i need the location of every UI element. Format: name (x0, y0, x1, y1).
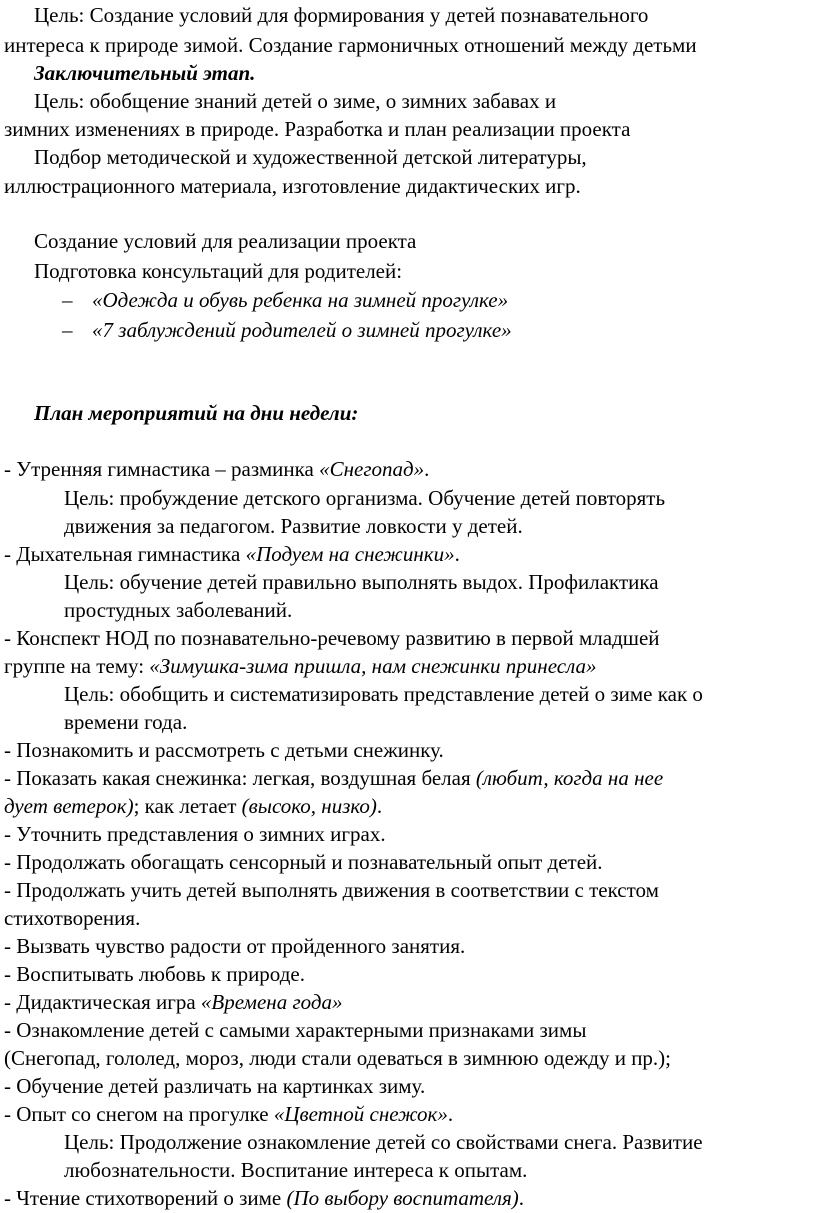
winter-signs-line2: (Снегопад, гололед, мороз, люди стали одеваться в зимнюю одежду и пр.); (4, 1046, 672, 1070)
sensory-item: - Продолжать обогащать сенсорный и познавательный опыт детей. (4, 850, 603, 874)
breathing-goal-line1: Цель: обучение детей правильно выполнять выдох. Профилактика (64, 570, 659, 594)
pictures-item: - Обучение детей различать на картинках зиму. (4, 1074, 426, 1098)
experiment-goal-line1: Цель: Продолжение ознакомление детей со свойствами снега. Развитие (64, 1130, 703, 1154)
plan-heading: План мероприятий на дни недели: (34, 401, 359, 425)
winter-games-item: - Уточнить представления о зимних играх. (4, 822, 386, 846)
experiment-goal-line2: любознательности. Воспитание интереса к опытам. (64, 1158, 528, 1182)
bullet-dash: – (62, 288, 73, 312)
conditions-heading: Создание условий для реализации проекта (34, 229, 417, 253)
morning-goal-line1: Цель: пробуждение детского организма. Обучение детей повторять (64, 486, 666, 510)
love-item: - Воспитывать любовь к природе. (4, 962, 305, 986)
goal1-line1: Цель: Создание условий для формирования у детей познавательного (34, 3, 649, 27)
final-stage-heading: Заключительный этап. (34, 61, 256, 85)
consultation-item: «Одежда и обувь ребенка на зимней прогулке» (92, 288, 509, 312)
breathing-goal-line2: простудных заболеваний. (64, 598, 293, 622)
winter-signs-line1: - Ознакомление детей с самыми характерными признаками зимы (4, 1018, 587, 1042)
consultation-item: «7 заблуждений родителей о зимней прогулке» (92, 318, 512, 342)
selection-line2: иллюстрационного материала, изготовление дидактических игр. (4, 174, 581, 198)
goal2-line1: Цель: обобщение знаний детей о зиме, о зимних забавах и (34, 89, 557, 113)
goal2-line2: зимних изменениях в природе. Разработка и план реализации проекта (4, 117, 631, 141)
selection-line1: Подбор методической и художественной детской литературы, (34, 145, 587, 169)
snowflake-show-line2: дует ветерок); как летает (высоко, низко). (4, 794, 383, 818)
nod-goal-line1: Цель: обобщить и систематизировать представление детей о зиме как о (64, 682, 703, 706)
morning-exercise-item: - Утренняя гимнастика – разминка «Снегопад». (4, 457, 430, 481)
movements-line1: - Продолжать учить детей выполнять движения в соответствии с текстом (4, 878, 659, 902)
snow-experiment-item: - Опыт со снегом на прогулке «Цветной снежок». (4, 1102, 454, 1126)
nod-line1: - Конспект НОД по познавательно-речевому развитию в первой младшей (4, 626, 660, 650)
snowflake-intro-item: - Познакомить и рассмотреть с детьми снежинку. (4, 738, 444, 762)
poem-reading-item: - Чтение стихотворений о зиме (По выбору воспитателя). (4, 1186, 525, 1210)
joy-item: - Вызвать чувство радости от пройденного занятия. (4, 934, 466, 958)
morning-goal-line2: движения за педагогом. Развитие ловкости у детей. (64, 514, 523, 538)
goal1-line2: интереса к природе зимой. Создание гармоничных отношений между детьми (4, 33, 697, 57)
bullet-dash: – (62, 318, 73, 342)
breathing-exercise-item: - Дыхательная гимнастика «Подуем на снежинки». (4, 542, 460, 566)
didactic-game-item: - Дидактическая игра «Времена года» (4, 990, 343, 1014)
consultations-heading: Подготовка консультаций для родителей: (34, 259, 403, 283)
nod-line2: группе на тему: «Зимушка-зима пришла, нам снежинки принесла» (4, 654, 597, 678)
snowflake-show-line1: - Показать какая снежинка: легкая, воздушная белая (любит, когда на нее (4, 766, 664, 790)
nod-goal-line2: времени года. (64, 710, 188, 734)
movements-line2: стихотворения. (4, 906, 141, 930)
